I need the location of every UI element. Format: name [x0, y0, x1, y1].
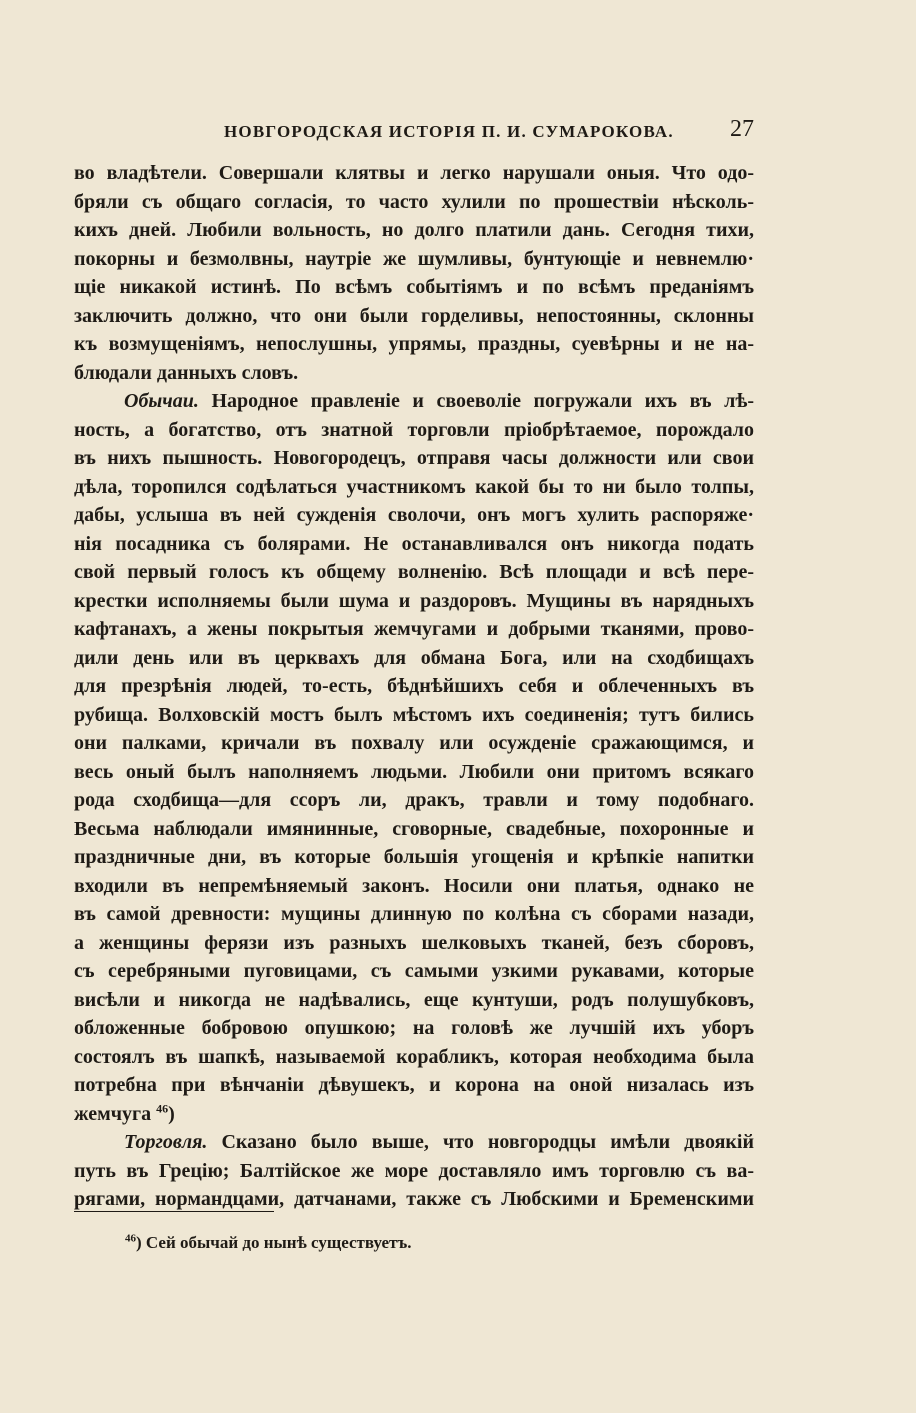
- footnote: [125, 1233, 412, 1253]
- text-line: въ самой древности: мущины длинную по колѣна съ сборами назади,: [74, 903, 754, 925]
- running-title: НОВГОРОДСКАЯ ИСТОРІЯ П. И. СУМАРОКОВА.: [224, 122, 674, 141]
- text-line: рода сходбища—для ссоръ ли, дракъ, травли и тому подобнаго.: [74, 789, 754, 811]
- text-line: во владѣтели. Совершали клятвы и легко нарушали оныя. Что одо-: [74, 162, 754, 184]
- main-text: [74, 159, 754, 1214]
- text-line: состоялъ въ шапкѣ, называемой корабликъ, которая необходима была: [74, 1045, 754, 1068]
- text-line: къ возмущеніямъ, непослушны, упрямы, праздны, суевѣрны и не на-: [74, 333, 754, 355]
- text-line: крестки исполняемы были шума и раздоровъ. Мущины въ нарядныхъ: [74, 589, 754, 612]
- text-line: ность, а богатство, отъ знатной торговли пріобрѣтаемое, порождало: [74, 418, 754, 441]
- text-line: Народное правленіе и своеволіе погружали ихъ въ лѣ-: [211, 390, 754, 412]
- text-line: нія посадника съ болярами. Не останавливался онъ никогда подать: [74, 532, 754, 555]
- text-line: висѣли и никогда не надѣвались, еще кунтуши, родъ полушубковъ,: [74, 988, 754, 1011]
- text-line: весь оный былъ наполняемъ людьми. Любили они притомъ всякаго: [74, 760, 754, 783]
- text-line: кафтанахъ, а жены покрытыя жемчугами и добрыми тканями, прово-: [74, 618, 754, 640]
- text-line: въ нихъ пышность. Новогородецъ, отправя часы должности или свои: [74, 447, 754, 469]
- text-line: Сказано было выше, что новгородцы имѣли двоякій: [221, 1131, 754, 1153]
- customs-heading: Обычаи.: [124, 390, 199, 412]
- text-line: Весьма наблюдали имянинные, сговорные, свадебные, похоронные и: [74, 817, 754, 840]
- text-line: блюдали данныхъ словъ.: [74, 361, 299, 384]
- text-fragment: жемчуга: [74, 1102, 152, 1125]
- text-line: дили день или въ церквахъ для обмана Бога, или на сходбищахъ: [74, 646, 754, 669]
- customs-paragraph-start: [74, 387, 754, 416]
- text-line: заключить должно, что они были горделивы, непостоянны, склонны: [74, 304, 754, 327]
- footnote-reference: 46: [156, 1100, 169, 1115]
- footnote-divider: [74, 1211, 274, 1212]
- text-line: свой первый голосъ къ общему волненію. Всѣ площади и всѣ пере-: [74, 561, 754, 583]
- text-line: они палками, кричали въ похвалу или осужденіе сражающимся, и: [74, 732, 754, 754]
- footnote-mark: 46: [125, 1232, 136, 1245]
- page-header: [74, 116, 754, 146]
- text-line: съ серебряными пуговицами, съ самыми узкими рукавами, которые: [74, 960, 754, 982]
- text-line: для презрѣнія людей, то-есть, бѣднѣйшихъ себя и облеченныхъ въ: [74, 675, 754, 697]
- text-line: бряли съ общаго согласія, то часто хулили по прошествіи нѣсколь-: [74, 190, 754, 213]
- text-line: покорны и безмолвны, наутріе же шумливы, бунтующіе и невнемлю·: [74, 247, 754, 270]
- page-number: 27: [730, 116, 754, 142]
- text-line: путь въ Грецію; Балтійское же море доставляло имъ торговлю съ ва-: [74, 1159, 754, 1182]
- text-line: щіе никакой истинѣ. По всѣмъ событіямъ и по всѣмъ преданіямъ: [74, 276, 754, 298]
- text-line: рубища. Волховскій мостъ былъ мѣстомъ ихъ соединенія; тутъ бились: [74, 703, 754, 726]
- text-line: рягами, нормандцами, датчанами, также съ Любскими и Бременскими: [74, 1188, 754, 1210]
- text-line-with-footnote-ref: [74, 1100, 754, 1129]
- text-line: дѣла, торопился содѣлаться участникомъ какой бы то ни было толпы,: [74, 475, 754, 498]
- text-line: обложенные бобровою опушкою; на головѣ же лучшій ихъ уборъ: [74, 1017, 754, 1039]
- text-line: праздничные дни, въ которые большія угощенія и крѣпкіе напитки: [74, 846, 754, 868]
- text-line: а женщины ферязи изъ разныхъ шелковыхъ тканей, безъ сборовъ,: [74, 931, 754, 954]
- text-line: входили въ непремѣняемый законъ. Носили они платья, однако не: [74, 874, 754, 897]
- trade-paragraph-start: [74, 1128, 754, 1157]
- text-line: кихъ дней. Любили вольность, но долго платили дань. Сегодня тихи,: [74, 219, 754, 241]
- text-fragment: ): [168, 1102, 175, 1125]
- text-line: дабы, услыша въ ней сужденія сволочи, онъ могъ хулить распоряже·: [74, 504, 754, 526]
- footnote-text: ) Сей обычай до нынѣ существуетъ.: [136, 1233, 412, 1252]
- text-line: потребна при вѣнчаніи дѣвушекъ, и корона на оной низалась изъ: [74, 1074, 754, 1096]
- trade-heading: Торговля.: [124, 1131, 208, 1153]
